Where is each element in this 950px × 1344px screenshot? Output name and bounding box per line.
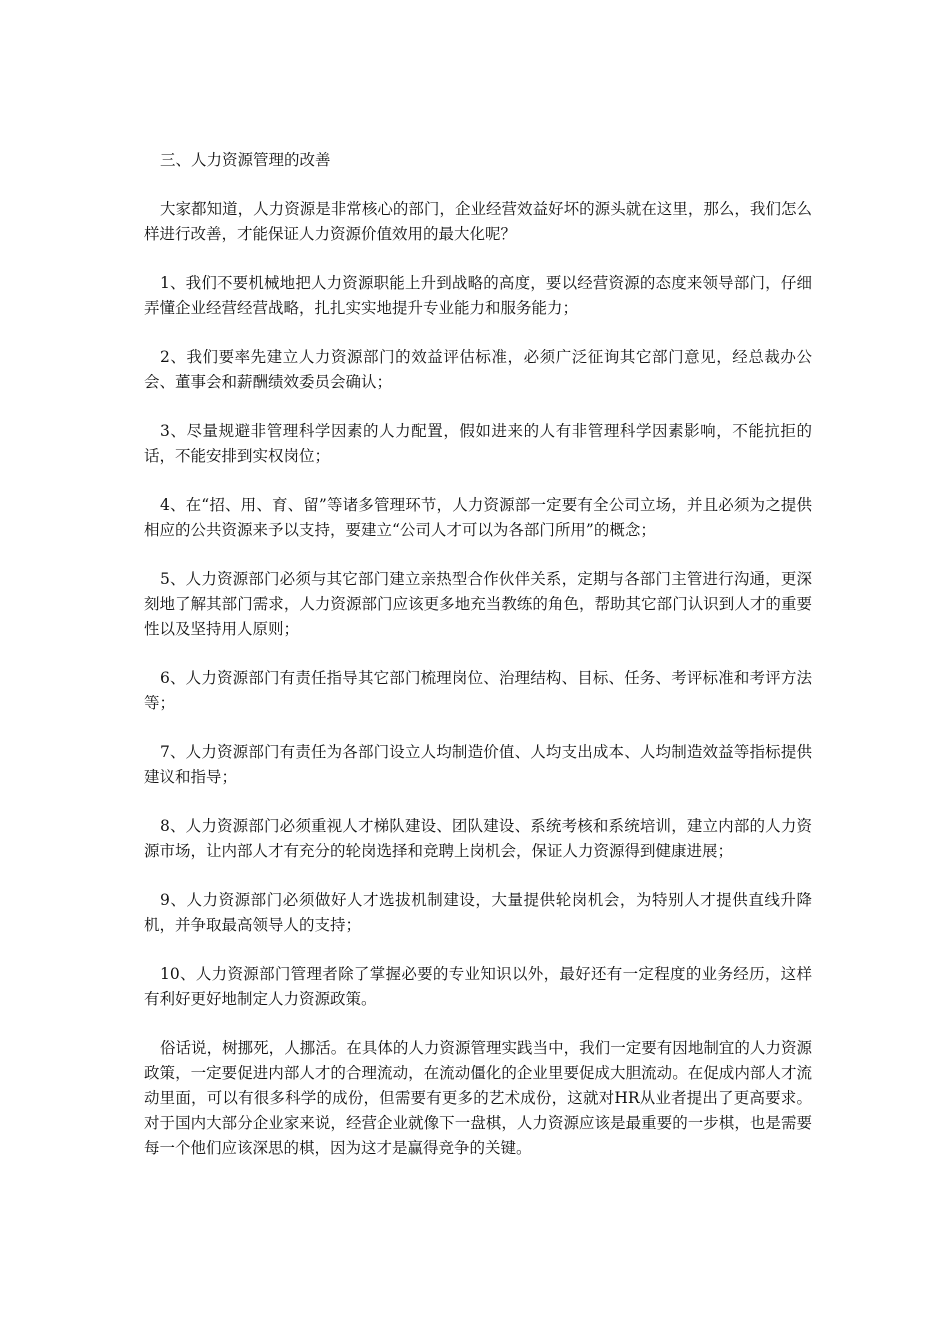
paragraph-intro: 大家都知道，人力资源是非常核心的部门，企业经营效益好坏的源头就在这里，那么，我们怎么样进行改善，才能保证人力资源价值效用的最大化呢？ <box>144 200 812 243</box>
paragraph-conclusion: 俗话说，树挪死，人挪活。在具体的人力资源管理实践当中，我们一定要有因地制宜的人力资源政策，一定要促进内部人才的合理流动，在流动僵化的企业里要促成大胆流动。在促成内部人才流动里面，可以有很多科学的成份，但需要有更多的艺术成份，这就对HR从业者提出了更高要求。对于国内大部分企业家来说，经营企业就像下一盘棋，人力资源应该是最重要的一步棋，也是需要每一个他们应该深思的棋，因为这才是赢得竞争的关键。 <box>144 1039 812 1157</box>
paragraph-item-7: 7、人力资源部门有责任为各部门设立人均制造价值、人均支出成本、人均制造效益等指标提供建议和指导； <box>144 743 812 786</box>
paragraph-item-10: 10、人力资源部门管理者除了掌握必要的专业知识以外，最好还有一定程度的业务经历，这样有利好更好地制定人力资源政策。 <box>144 965 812 1008</box>
paragraph-item-9: 9、人力资源部门必须做好人才选拔机制建设，大量提供轮岗机会，为特别人才提供直线升降机，并争取最高领导人的支持； <box>144 891 812 934</box>
section-heading: 三、人力资源管理的改善 <box>160 151 331 169</box>
document-body <box>144 148 812 1185</box>
paragraph-item-1: 1、我们不要机械地把人力资源职能上升到战略的高度，要以经营资源的态度来领导部门，仔细弄懂企业经营经营战略，扎扎实实地提升专业能力和服务能力； <box>144 274 812 317</box>
paragraph-item-8: 8、人力资源部门必须重视人才梯队建设、团队建设、系统考核和系统培训，建立内部的人力资源市场，让内部人才有充分的轮岗选择和竞聘上岗机会，保证人力资源得到健康进展； <box>144 817 812 860</box>
paragraph-item-5: 5、人力资源部门必须与其它部门建立亲热型合作伙伴关系，定期与各部门主管进行沟通，更深刻地了解其部门需求，人力资源部门应该更多地充当教练的角色，帮助其它部门认识到人才的重要性以及坚持用人原则； <box>144 570 812 638</box>
paragraph-item-2: 2、我们要率先建立人力资源部门的效益评估标准，必须广泛征询其它部门意见，经总裁办公会、董事会和薪酬绩效委员会确认； <box>144 348 812 391</box>
paragraph-item-6: 6、人力资源部门有责任指导其它部门梳理岗位、治理结构、目标、任务、考评标准和考评方法等； <box>144 669 812 712</box>
paragraph-item-3: 3、尽量规避非管理科学因素的人力配置，假如进来的人有非管理科学因素影响，不能抗拒的话，不能安排到实权岗位； <box>144 422 812 465</box>
paragraph-item-4: 4、在“招、用、育、留”等诸多管理环节，人力资源部一定要有全公司立场，并且必须为之提供相应的公共资源来予以支持，要建立“公司人才可以为各部门所用”的概念； <box>144 496 812 539</box>
